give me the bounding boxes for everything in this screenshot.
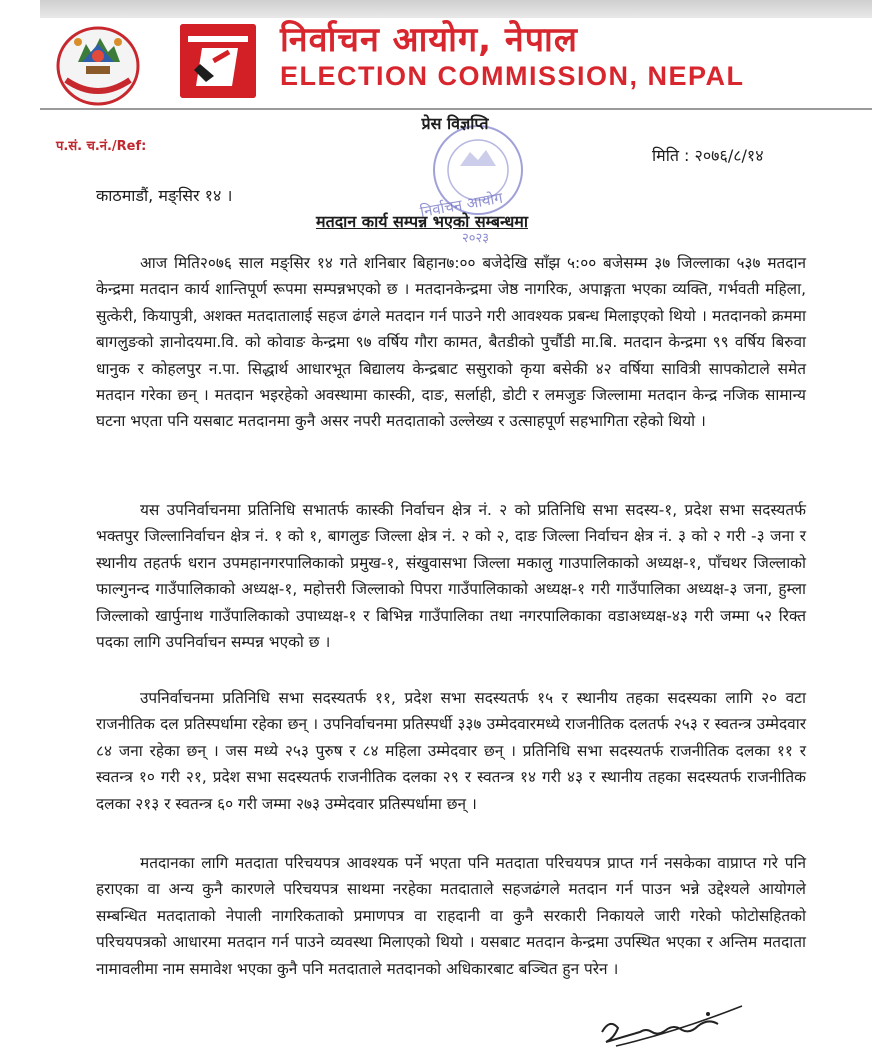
reference-label: प.सं. च.नं./Ref: [56, 139, 147, 154]
body-paragraph-1: आज मिति२०७६ साल मङ्सिर १४ गते शनिबार बिहान७:०० बजेदेखि साँझ ५:०० बजेसम्म ३७ जिल्लाका ५३७ मतदान केन्द्रमा मतदान कार्य शान्तिपूर्ण रूपमा सम्पन्नभएको छ । मतदानकेन्द्रमा जेष्ठ नागरिक, अपाङ्गता भएका व्यक्ति, गर्भवती महिला, सुत्केरी, कियापुत्री, अशक्त मतदातालाई सहज ढंगले मतदान गर्न पाउने गरी आवश्यक प्रबन्ध मिलाइएको थियो । मतदानको क्रममा बागलुङको ज्ञानोदयमा.वि. को कोवाङ केन्द्रमा ९७ वर्षिय गौरा कामत, बैतडीको पुर्चौडी मा.बि. मतदान केन्द्रमा ९९ वर्षिय बिरुवा धानुक र कोहलपुर न.पा. सिद्धार्थ आधारभूत बिद्यालय केन्द्रबाट ससुराको कृया बसेकी ४२ वर्षिया सावित्री सापकोटाले समेत मतदान गरेका छन् । मतदान भइरहेको अवस्थामा कास्की, दाङ, सर्लाही, डोटी र लमजुङ जिल्लामा मतदान केन्द्र नजिक सामान्य घटना भएता पनि यसबाट मतदानमा कुनै असर नपरी मतदाताको उल्लेख्य र उत्साहपूर्ण सहभागिता रहेको थियो । [96, 254, 806, 431]
letterhead-title [280, 20, 870, 92]
press-release-title: प्रेस विज्ञप्ति [421, 114, 489, 133]
body-paragraph-3: उपनिर्वाचनमा प्रतिनिधि सभा सदस्यतर्फ ११, प्रदेश सभा सदस्यतर्फ १५ र स्थानीय तहका सदस्यका लागि २० वटा राजनीतिक दल प्रतिस्पर्धामा रहेका छन् । उपनिर्वाचनमा प्रतिस्पर्धी ३३७ उम्मेदवारमध्ये राजनीतिक दलतर्फ २५३ र स्वतन्त्र उम्मेदवार ८४ जना रहेका छन् । जस मध्ये २५३ पुरुष र ८४ महिला उम्मेदवार छन् । प्रतिनिधि सभा सदस्यतर्फ राजनीतिक दलका ११ र स्वतन्त्र १० गरी २१, प्रदेश सभा सदस्यतर्फ राजनीतिक दलका २९ र स्वतन्त्र १४ गरी ४३ र स्थानीय तहका सदस्यतर्फ राजनीतिक दलका २१३ र स्वतन्त्र ६० गरी जम्मा २७३ उम्मेदवार प्रतिस्पर्धामा छन् । [96, 689, 806, 813]
body-paragraph-4: मतदानका लागि मतदाता परिचयपत्र आवश्यक पर्ने भएता पनि मतदाता परिचयपत्र प्राप्त गर्न नसकेका वाप्राप्त गरे पनि हराएका वा अन्य कुनै कारणले परिचयपत्र साथमा नरहेका मतदाताले सहजढंगले मतदान गर्न पाउन भन्ने उद्देश्यले आयोगले सम्बन्धित मतदाताको नेपाली नागरिकताको प्रमाणपत्र वा राहदानी वा कुनै सरकारी निकायले जारी गरेको फोटोसहितको परिचयपत्रको आधारमा मतदान गर्न पाउने व्यवस्था मिलाएको थियो । यसबाट मतदान केन्द्रमा उपस्थित भएका र अन्तिम मतदाता नामावलीमा नाम समावेश भएका कुनै पनि मतदाताले मतदानको अधिकारबाट बञ्चित हुन परेन । [96, 854, 806, 978]
stamp-number: २०२३ [462, 231, 490, 246]
stamp-text: निर्वाचन आयोग [418, 188, 504, 221]
title-english: ELECTION COMMISSION, NEPAL [280, 61, 745, 91]
place-date-line: काठमाडौं, मङ्सिर १४ । [96, 186, 233, 205]
letterhead [40, 18, 872, 110]
ballot-box-logo-icon [180, 24, 256, 98]
date-line: मिति : २०७६/८/१४ [652, 146, 764, 165]
nepal-emblem-icon [52, 22, 144, 108]
body-paragraph-2: यस उपनिर्वाचनमा प्रतिनिधि सभातर्फ कास्की निर्वाचन क्षेत्र नं. २ को प्रतिनिधि सभा सदस्य-१, प्रदेश सभा सदस्यतर्फ भक्तपुर जिल्लानिर्वाचन क्षेत्र नं. १ को १, बागलुङ जिल्ला क्षेत्र नं. २ को २, दाङ जिल्ला निर्वाचन क्षेत्र नं. ३ को २ गरी -३ जना र स्थानीय तहतर्फ धरान उपमहानगरपालिकाको प्रमुख-१, संखुवासभा जिल्ला मकालु गाउपालिकाको अध्यक्ष-१, पाँचथर जिल्लाको फाल्गुनन्द गाउँपालिकाको अध्यक्ष-१, महोत्तरी जिल्लाको पिपरा गाउँपालिकाको अध्यक्ष-१ गरी गाउँपालिका अध्यक्ष-३ जना, हुम्ला जिल्लाको खार्पुनाथ गाउँपालिकाको उपाध्यक्ष-१ र बिभिन्न गाउँपालिका तथा नगरपालिकाका वडाअध्यक्ष-४३ गरी जम्मा ५२ रिक्त पदका लागि उपनिर्वाचन सम्पन्न भएको छ । [96, 501, 806, 652]
subject-heading: मतदान कार्य सम्पन्न भएको सम्बन्धमा [316, 212, 528, 231]
title-nepali: निर्वाचन आयोग, नेपाल [280, 20, 578, 60]
top-band [40, 0, 872, 18]
handwritten-signature [596, 1002, 746, 1047]
